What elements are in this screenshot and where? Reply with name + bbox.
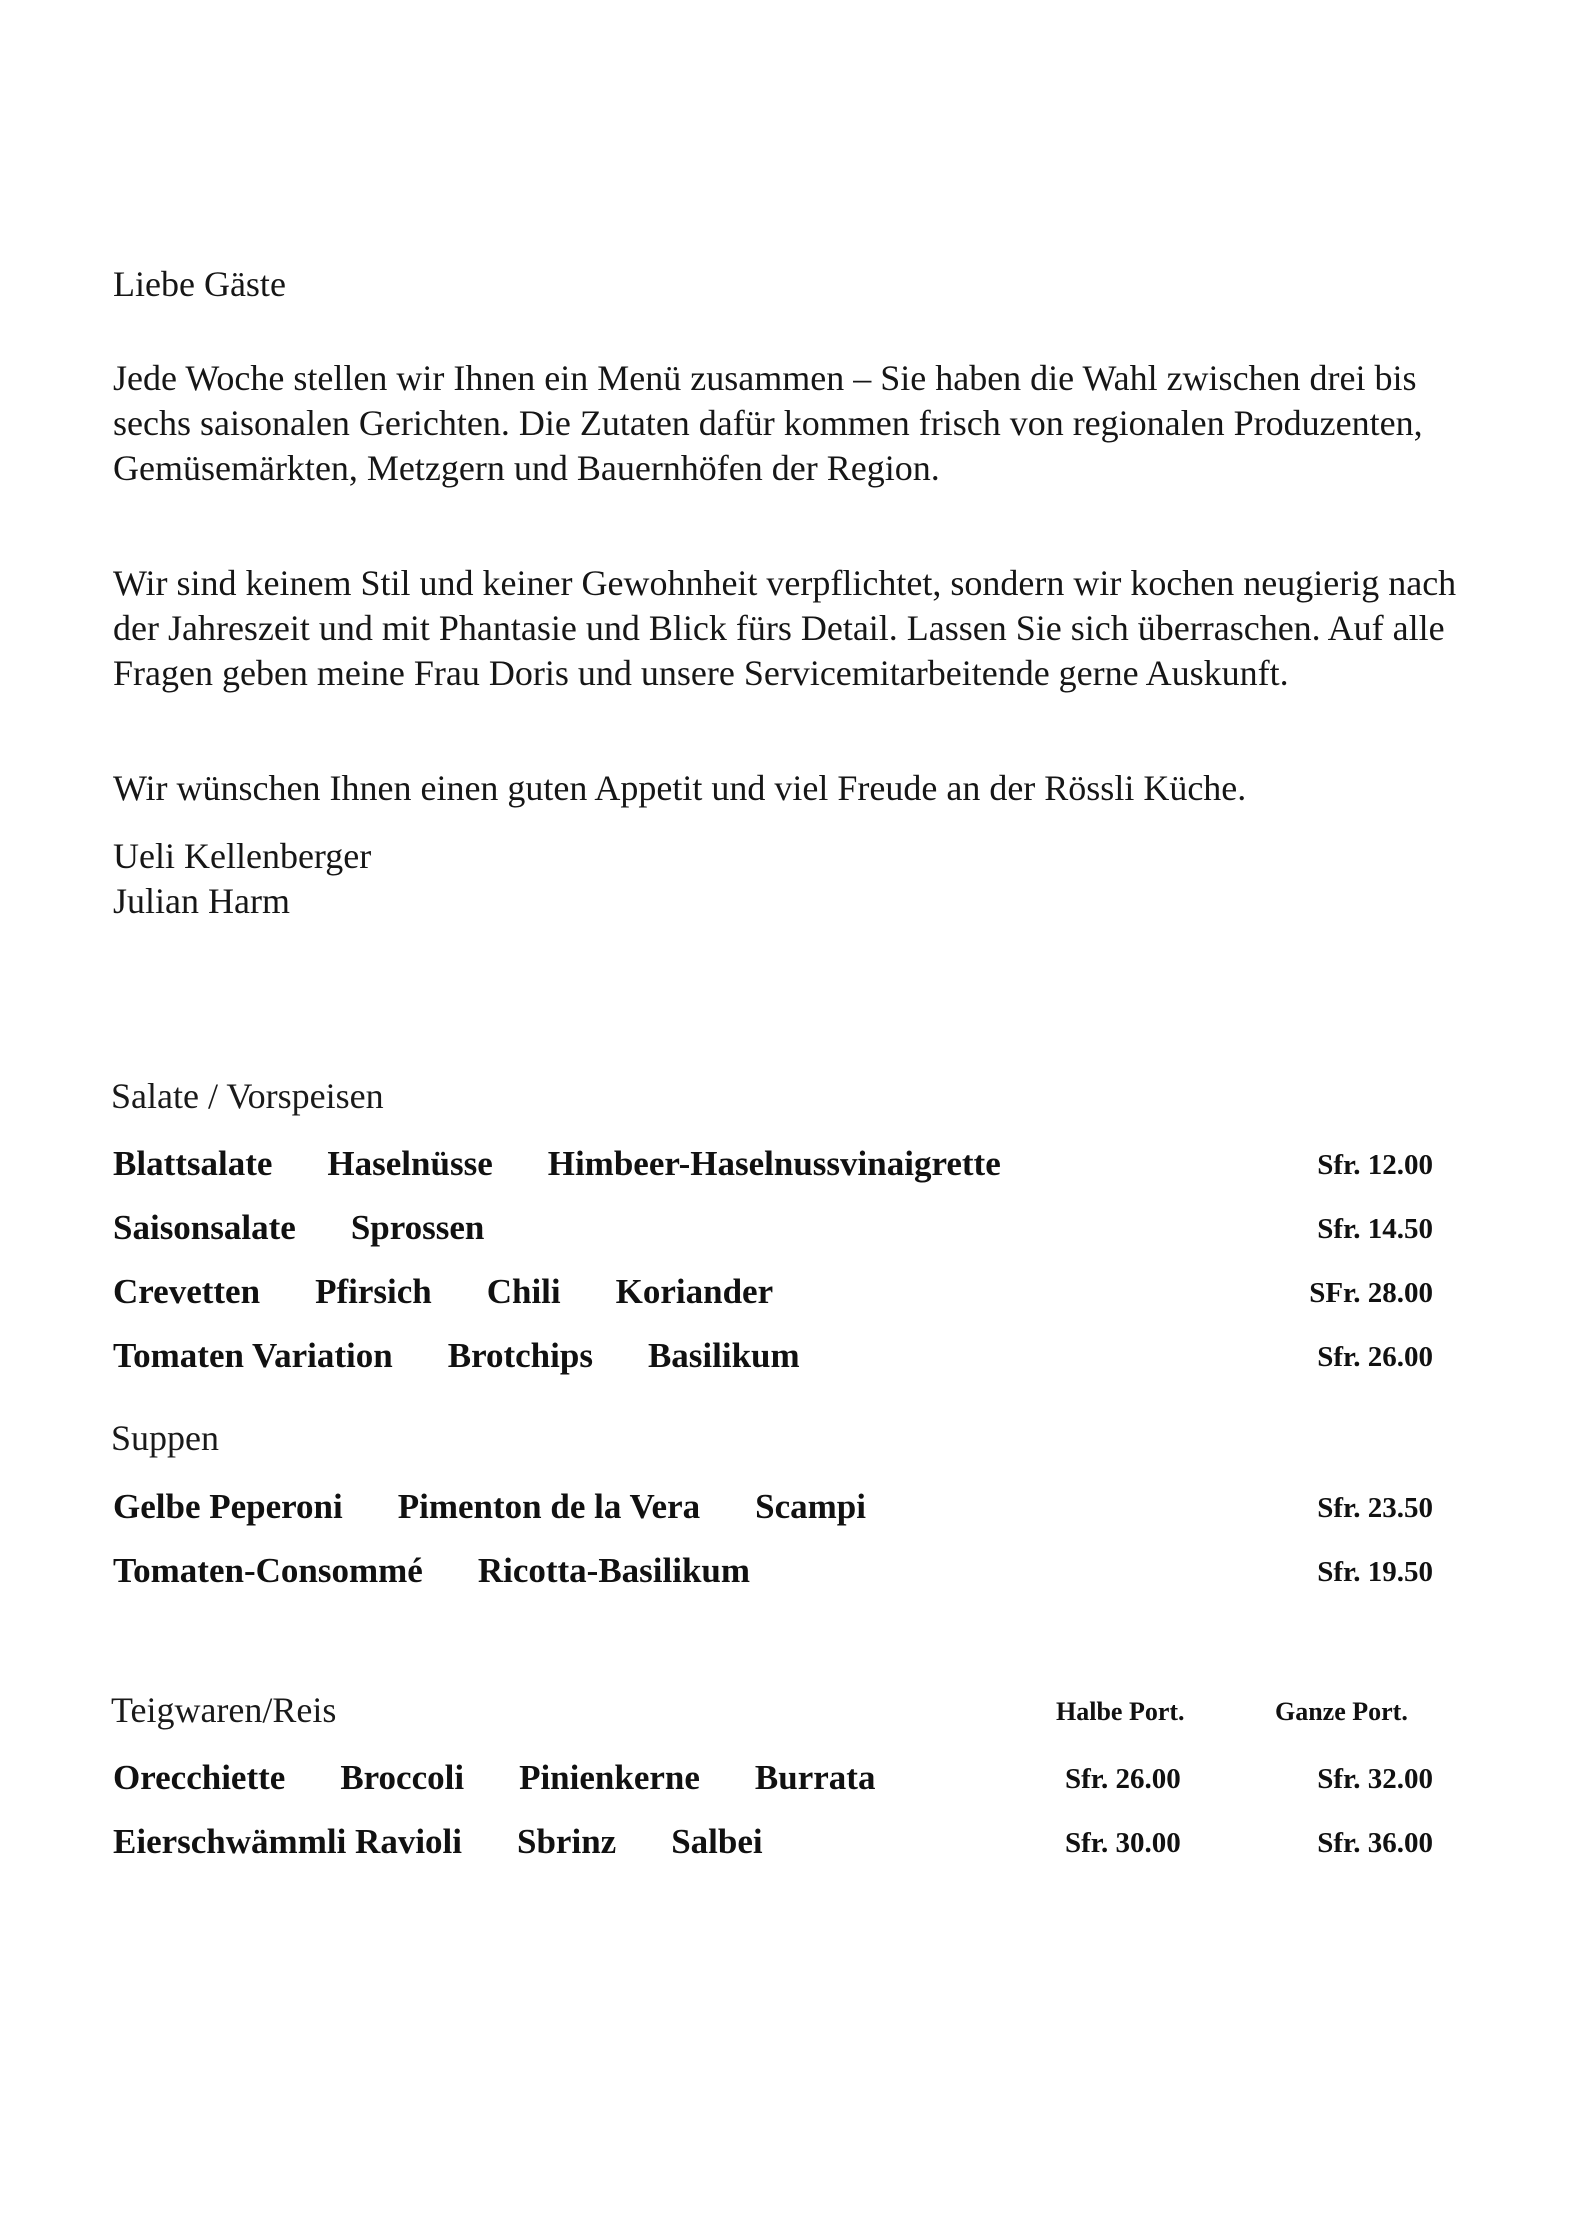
dish-word: Pfirsich [315,1272,432,1311]
signatures [113,834,1473,924]
dish-word: Pimenton de la Vera [397,1487,701,1526]
dish-word: Koriander [615,1272,774,1311]
menu-item-orecchiette [113,1754,1433,1802]
dish-name [113,1483,866,1531]
dish-word: Chili [486,1272,561,1311]
column-header-half-portion: Halbe Port. [1056,1697,1185,1726]
dish-price-full: Sfr. 32.00 [1317,1763,1433,1795]
dish-word: Basilikum [647,1336,800,1375]
menu-item-tomaten-variation [113,1332,1433,1380]
signature-harm: Julian Harm [113,881,290,921]
dish-word: Burrata [754,1758,876,1797]
dish-word: Brotchips [447,1336,593,1375]
dish-word: Pinienkerne [519,1758,700,1797]
dish-word: Saisonsalate [113,1208,296,1247]
dish-name [113,1204,484,1252]
dish-price: Sfr. 14.50 [1317,1213,1433,1245]
dish-name [113,1754,875,1802]
dish-price-half: Sfr. 26.00 [1065,1763,1181,1795]
menu-item-gelbe-peperoni [113,1483,1433,1531]
dish-word: Tomaten Variation [113,1336,393,1375]
greeting: Liebe Gäste [113,264,286,304]
menu-item-blattsalate [113,1140,1433,1188]
dish-word: Eierschwämmli Ravioli [113,1822,462,1861]
dish-price: Sfr. 23.50 [1317,1492,1433,1524]
dish-word: Crevetten [113,1272,261,1311]
signature-kellenberger: Ueli Kellenberger [113,836,372,876]
dish-name [113,1268,773,1316]
intro-paragraph-3: Wir wünschen Ihnen einen guten Appetit und viel Freude an der Rössli Küche. [113,768,1247,808]
dish-word: Salbei [671,1822,763,1861]
intro-paragraph-1: Jede Woche stellen wir Ihnen ein Menü zusammen – Sie haben die Wahl zwischen drei bis sechs saisonalen Gerichten. Die Zutaten dafür kommen frisch von regionalen Produzenten, Gemüsemärkten, Metzgern und Bauernhöfen der Region. [113,358,1423,488]
dish-word: Orecchiette [113,1758,286,1797]
dish-price: Sfr. 26.00 [1317,1341,1433,1373]
menu-item-tomaten-consomme [113,1547,1433,1595]
dish-word: Blattsalate [113,1144,273,1183]
dish-word: Scampi [755,1487,866,1526]
dish-word: Tomaten-Consommé [113,1551,423,1590]
dish-word: Ricotta-Basilikum [477,1551,751,1590]
dish-price-full: Sfr. 36.00 [1317,1827,1433,1859]
dish-word: Sbrinz [517,1822,617,1861]
column-header-full-portion: Ganze Port. [1275,1697,1408,1726]
dish-price-half: Sfr. 30.00 [1065,1827,1181,1859]
dish-word: Gelbe Peperoni [113,1487,343,1526]
section-heading-salate: Salate / Vorspeisen [111,1076,384,1116]
dish-name [113,1547,750,1595]
dish-price: Sfr. 12.00 [1317,1149,1433,1181]
dish-price: Sfr. 19.50 [1317,1556,1433,1588]
menu-item-eierschwaemmli-ravioli [113,1818,1433,1866]
dish-word: Haselnüsse [327,1144,493,1183]
intro-paragraph-2: Wir sind keinem Stil und keiner Gewohnheit verpflichtet, sondern wir kochen neugierig nach der Jahreszeit und mit Phantasie und Blick fürs Detail. Lassen Sie sich überraschen. Auf alle Fragen geben meine Frau Doris und unsere Servicemitarbeitende gerne Auskunft. [113,563,1457,693]
menu-item-crevetten [113,1268,1433,1316]
section-heading-suppen: Suppen [111,1418,219,1458]
section-heading-teigwaren: Teigwaren/Reis [111,1690,337,1730]
menu-item-saisonsalate [113,1204,1433,1252]
dish-word: Sprossen [350,1208,485,1247]
dish-word: Broccoli [340,1758,465,1797]
dish-name [113,1140,1001,1188]
dish-name [113,1818,763,1866]
dish-price: SFr. 28.00 [1309,1277,1433,1309]
dish-word: Himbeer-Haselnussvinaigrette [547,1144,1001,1183]
dish-name [113,1332,800,1380]
